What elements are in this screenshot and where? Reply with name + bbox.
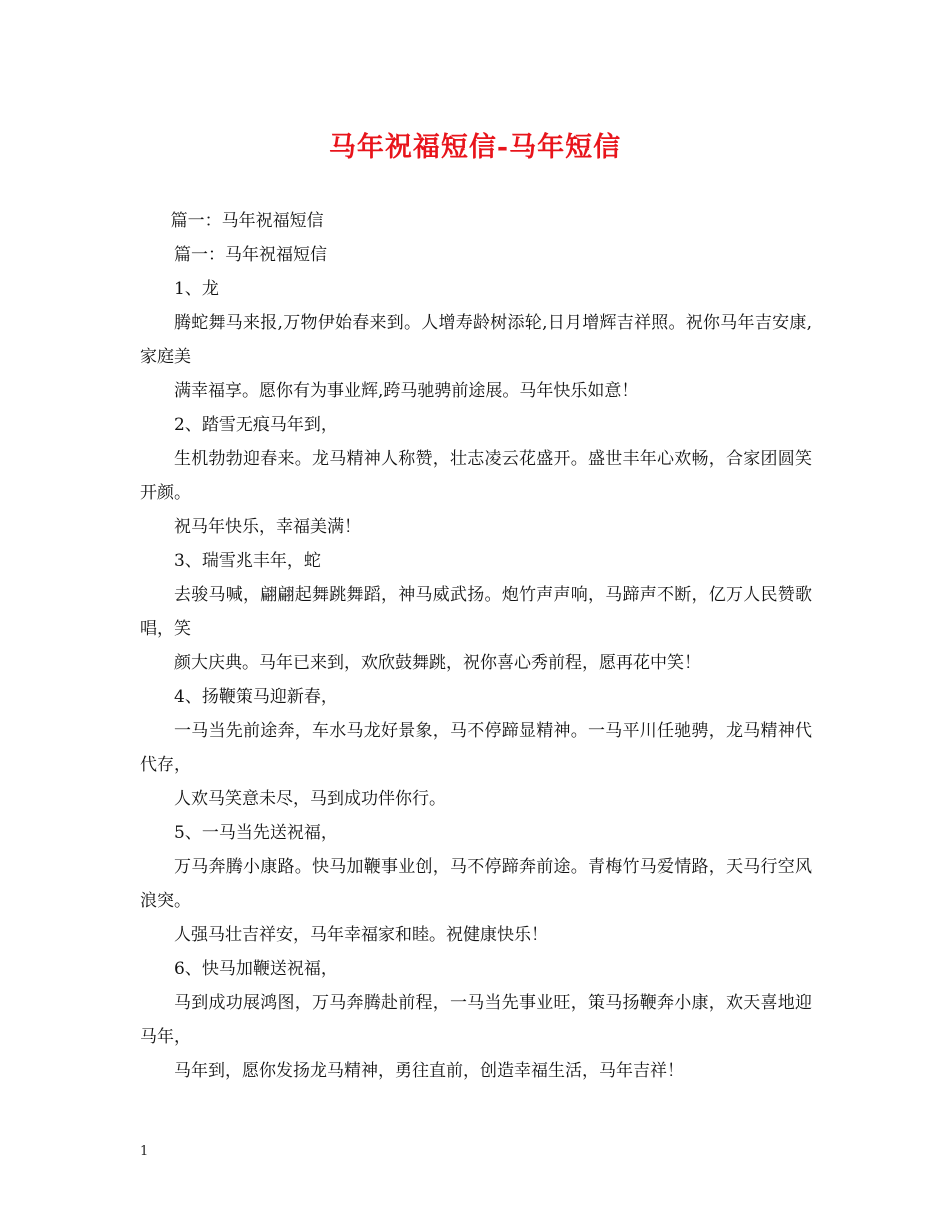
document-body <box>140 204 812 1088</box>
message-number-5: 5、一马当先送祝福， <box>174 823 338 843</box>
message-text-4a: 一马当先前途奔，车水马龙好景象，马不停蹄显精神。一马平川任驰骋，龙马精神代代存， <box>140 721 812 775</box>
message-text-5a: 万马奔腾小康路。快马加鞭事业创，马不停蹄奔前途。青梅竹马爱情路，天马行空风浪突。 <box>140 857 812 911</box>
document-title: 马年祝福短信-马年短信 <box>328 132 622 163</box>
message-number-3: 3、瑞雪兆丰年，蛇 <box>174 551 321 571</box>
message-text-1a: 腾蛇舞马来报,万物伊始春来到。人增寿龄树添轮,日月增辉吉祥照。祝你马年吉安康,家庭美 <box>140 313 812 367</box>
message-text-1b: 满幸福享。愿你有为事业辉,跨马驰骋前途展。马年快乐如意！ <box>174 381 639 401</box>
message-number-2: 2、踏雪无痕马年到， <box>174 415 338 435</box>
message-text-3a: 去骏马喊，翩翩起舞跳舞蹈，神马威武扬。炮竹声声响，马蹄声不断，亿万人民赞歌唱，笑 <box>140 585 812 639</box>
message-number-6: 6、快马加鞭送祝福， <box>174 959 338 979</box>
message-number-1: 1、龙 <box>174 279 219 299</box>
section-heading: 篇一：马年祝福短信 <box>170 211 324 231</box>
message-text-4b: 人欢马笑意未尽，马到成功伴你行。 <box>174 789 446 809</box>
message-text-6a: 马到成功展鸿图，万马奔腾赴前程，一马当先事业旺，策马扬鞭奔小康，欢天喜地迎马年， <box>140 993 812 1047</box>
section-subheading: 篇一：马年祝福短信 <box>174 245 327 265</box>
page-number: 1 <box>140 1144 149 1159</box>
message-text-2b: 祝马年快乐，幸福美满！ <box>174 517 361 537</box>
message-text-2a: 生机勃勃迎春来。龙马精神人称赞，壮志凌云花盛开。盛世丰年心欢畅，合家团圆笑开颜。 <box>140 449 812 503</box>
message-text-5b: 人强马壮吉祥安，马年幸福家和睦。祝健康快乐！ <box>174 925 548 945</box>
message-number-4: 4、扬鞭策马迎新春， <box>174 687 338 707</box>
message-text-6b: 马年到，愿你发扬龙马精神，勇往直前，创造幸福生活，马年吉祥！ <box>174 1061 684 1081</box>
message-text-3b: 颜大庆典。马年已来到，欢欣鼓舞跳，祝你喜心秀前程，愿再花中笑！ <box>174 653 701 673</box>
